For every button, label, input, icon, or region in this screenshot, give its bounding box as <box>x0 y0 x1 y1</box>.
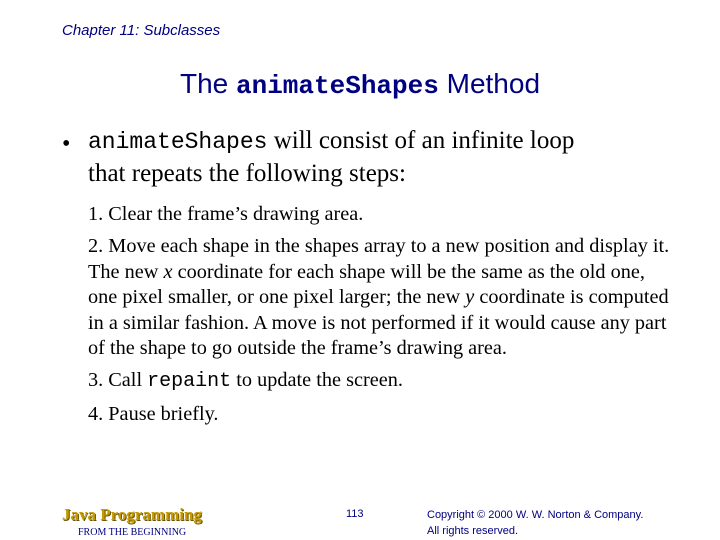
copyright <box>427 507 643 539</box>
copyright-line-2: All rights reserved. <box>427 525 519 537</box>
bullet-line2: that repeats the following steps: <box>88 160 406 187</box>
step-3-part-a: 3. Call <box>88 369 143 392</box>
step-4: 4. Pause briefly. <box>88 402 219 425</box>
step-2-part-b: coordinate for each shape will be the same as the old one, one pixel smaller, or one pixel larger; the new <box>88 260 645 309</box>
title-code: animateShapes <box>236 71 439 101</box>
step-2-part-a: 2. Move each shape in the shapes array to a new position and display it. The new <box>88 235 670 283</box>
book-subtitle: FROM THE BEGINNING <box>78 527 187 538</box>
bullet-line1: will consist of an infinite loop <box>273 127 575 154</box>
step-3-part-b: to update the screen. <box>236 369 403 392</box>
title-prefix: The <box>179 68 229 99</box>
step-1: 1. Clear the frame’s drawing area. <box>88 203 364 225</box>
step-2 <box>88 234 678 361</box>
slide-title <box>0 68 720 101</box>
step-3 <box>88 368 678 394</box>
step-3-code: repaint <box>147 370 232 394</box>
steps-list <box>88 202 678 434</box>
book-title: Java Programming <box>62 505 202 524</box>
bullet-code: animateShapes <box>88 129 268 155</box>
bullet-dot: • <box>62 131 71 157</box>
title-suffix: Method <box>446 68 541 99</box>
chapter-header: Chapter 11: Subclasses <box>62 22 221 39</box>
step-2-part-c: coordinate is computed in a similar fashion. A move is not performed if it would cause any part of the shape to go outside the frame’s drawing area. <box>88 286 669 360</box>
step-2-x: x <box>163 260 173 283</box>
copyright-line-1: Copyright © 2000 W. W. Norton & Company. <box>427 509 644 521</box>
step-2-y: y <box>465 286 475 309</box>
page-number: 113 <box>346 508 364 520</box>
bullet-text <box>88 125 688 190</box>
